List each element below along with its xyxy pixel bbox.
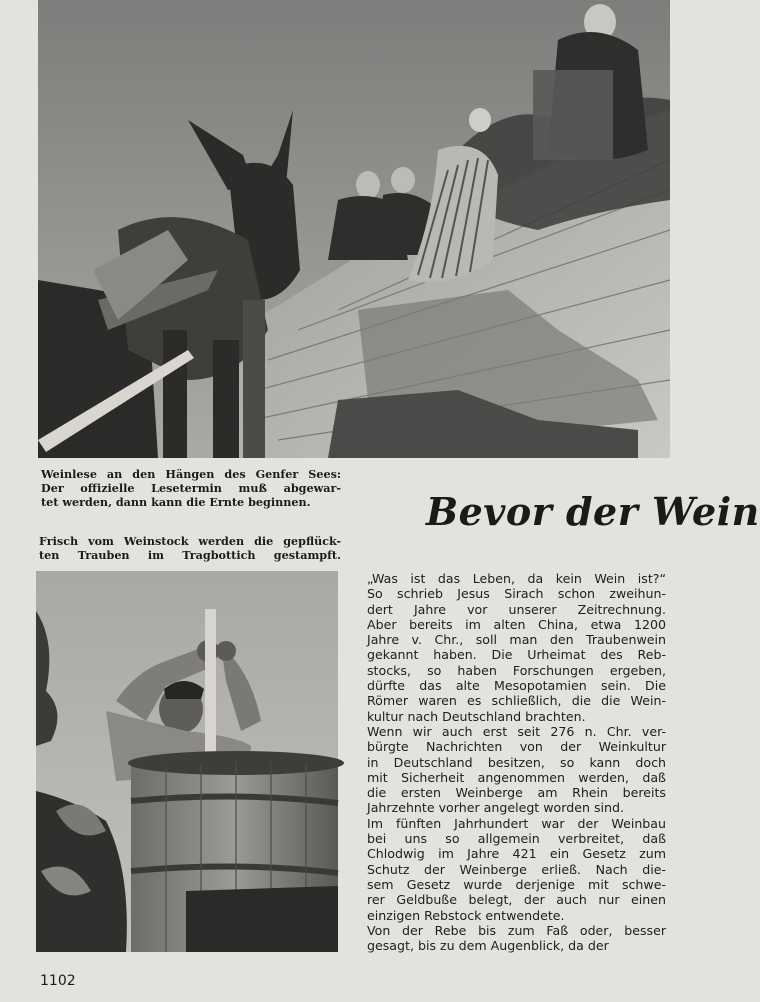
body-line: Schutz der Weinberge erließ. Nach die- xyxy=(367,861,666,877)
body-line: rer Geldbuße belegt, der auch nur einen xyxy=(367,892,666,908)
body-line: in Deutschland besitzen, so kann doch xyxy=(367,754,666,770)
body-line: stocks, so haben Forschungen ergeben, xyxy=(367,662,666,678)
article-title: Bevor der Wein xyxy=(426,489,760,534)
body-line: sem Gesetz wurde derjenige mit schwe- xyxy=(367,876,666,892)
caption-harvest xyxy=(41,467,341,509)
caption-line: ten Trauben im Tragbottich gestampft. xyxy=(39,548,341,562)
body-line: bürgte Nachrichten von der Weinkultur xyxy=(367,739,666,755)
article-body xyxy=(367,571,666,953)
body-line: „Was ist das Leben, da kein Wein ist?“ xyxy=(367,571,666,586)
body-line: kultur nach Deutschland brachten. xyxy=(367,708,586,724)
caption-line: Frisch vom Weinstock werden die gepflück- xyxy=(39,534,341,548)
body-line: gekannt haben. Die Urheimat des Reb- xyxy=(367,647,666,663)
page-number: 1102 xyxy=(40,973,76,989)
body-line: gesagt, bis zu dem Augenblick, da der xyxy=(367,938,609,954)
caption-line: Weinlese an den Hängen des Genfer Sees: xyxy=(41,467,341,481)
body-line: So schrieb Jesus Sirach schon zweihun- xyxy=(367,586,666,602)
grape-stomping-photo xyxy=(36,571,338,952)
body-line: Jahrzehnte vorher angelegt worden sind. xyxy=(367,800,624,816)
caption-line: Der offizielle Lesetermin muß abgewar- xyxy=(41,481,341,495)
body-line: Jahre v. Chr., soll man den Traubenwein xyxy=(367,632,666,648)
body-line: Römer waren es schließlich, die die Wein- xyxy=(367,693,666,709)
body-line: einzigen Rebstock entwendete. xyxy=(367,907,565,923)
harvest-photo-mule-vineyard xyxy=(38,0,670,458)
body-line: Aber bereits im alten China, etwa 1200 xyxy=(367,616,666,632)
body-line: dert Jahre vor unserer Zeitrechnung. xyxy=(367,601,666,617)
body-line: bei uns so allgemein verbreitet, daß xyxy=(367,831,666,847)
body-line: die ersten Weinberge am Rhein bereits xyxy=(367,785,666,801)
body-line: Chlodwig im Jahre 421 ein Gesetz zum xyxy=(367,846,666,862)
body-line: mit Sicherheit angenommen werden, daß xyxy=(367,769,666,785)
body-line: dürfte das alte Mesopotamien sein. Die xyxy=(367,678,666,694)
body-line: Wenn wir auch erst seit 276 n. Chr. ver- xyxy=(367,723,666,739)
body-line: Im fünften Jahrhundert war der Weinbau xyxy=(367,815,666,831)
body-line: Von der Rebe bis zum Faß oder, besser xyxy=(367,922,666,938)
caption-line: tet werden, dann kann die Ernte beginnen. xyxy=(41,495,311,509)
caption-grape-stomping xyxy=(39,534,341,562)
